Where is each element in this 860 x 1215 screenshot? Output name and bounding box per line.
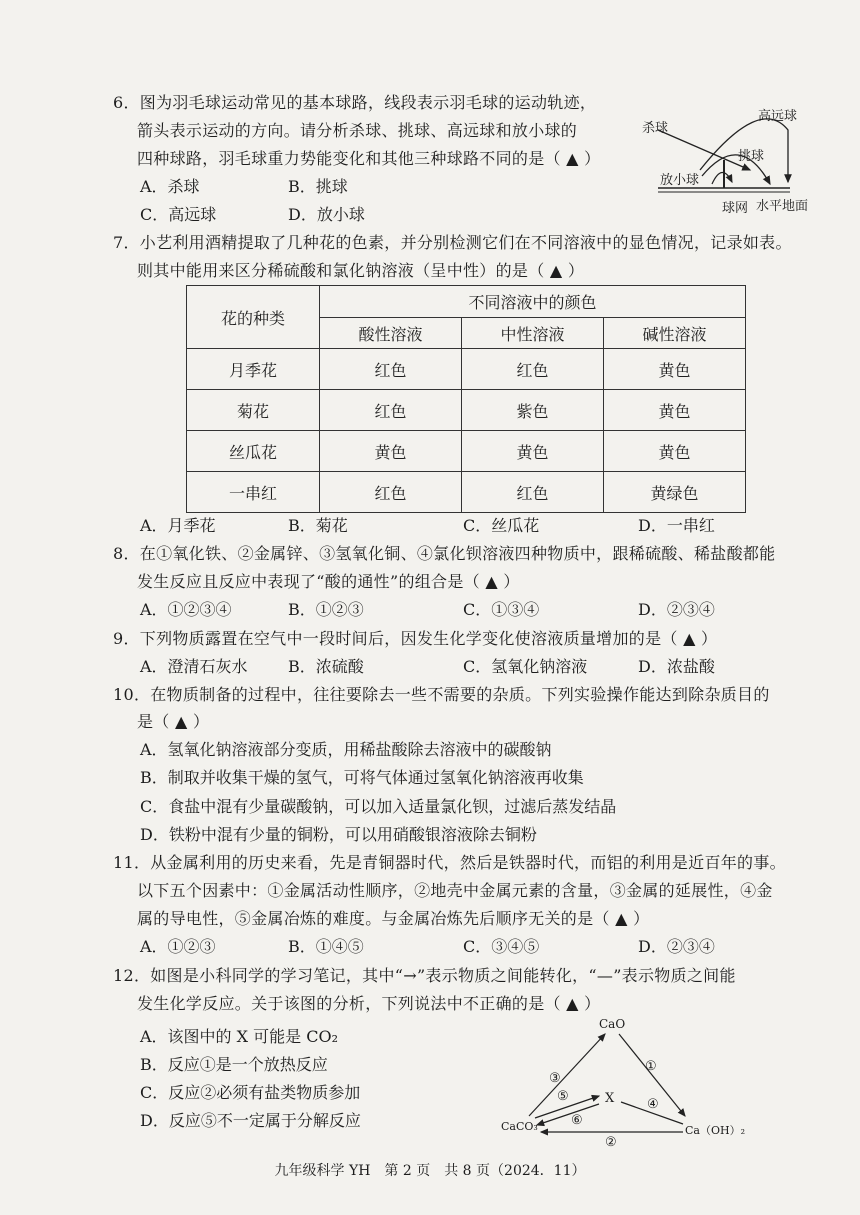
q11-option-c[interactable]: C．③④⑤ xyxy=(463,937,540,956)
label-r4: ④ xyxy=(647,1097,659,1112)
q6-option-c[interactable]: C．高远球 xyxy=(140,205,217,224)
row-name: 月季花 xyxy=(187,349,320,390)
column-header-acid: 酸性溶液 xyxy=(320,318,462,349)
calcium-conversion-diagram xyxy=(495,1012,775,1147)
cell: 黄色 xyxy=(320,431,462,472)
node-caoh2: Ca（OH）₂ xyxy=(685,1124,745,1137)
q6-stem-line3: 四种球路，羽毛球重力势能变化和其他三种球路不同的是（ ▲ ） xyxy=(137,149,601,168)
q8-option-a[interactable]: A．①②③④ xyxy=(140,600,232,619)
row-name: 一串红 xyxy=(187,472,320,513)
node-caco3: CaCO₃ xyxy=(501,1120,538,1133)
label-net: 球网 xyxy=(722,201,749,216)
q9-option-d[interactable]: D．浓盐酸 xyxy=(638,657,715,676)
q8-stem-line1: 8．在①氧化铁、②金属锌、③氢氧化铜、④氯化钡溶液四种物质中，跟稀硫酸、稀盐酸都能 xyxy=(113,544,776,563)
q10-option-c[interactable]: C．食盐中混有少量碳酸钠，可以加入适量氯化钡，过滤后蒸发结晶 xyxy=(140,797,617,816)
table-group-header: 不同溶液中的颜色 xyxy=(320,286,746,318)
q11-stem-line3: 属的导电性，⑤金属冶炼的难度。与金属冶炼先后顺序无关的是（ ▲ ） xyxy=(137,909,650,928)
q6-stem-line2: 箭头表示运动的方向。请分析杀球、挑球、高远球和放小球的 xyxy=(137,121,578,140)
label-r3: ③ xyxy=(549,1071,561,1086)
table-row xyxy=(187,472,746,513)
q11-option-b[interactable]: B．①④⑤ xyxy=(288,937,364,956)
q10-stem-line1: 10．在物质制备的过程中，往往要除去一些不需要的杂质。下列实验操作能达到除杂质目的 xyxy=(113,685,770,704)
label-smash: 杀球 xyxy=(642,121,669,136)
cell: 红色 xyxy=(320,349,462,390)
q9-option-b[interactable]: B．浓硫酸 xyxy=(288,657,364,676)
flower-color-table xyxy=(186,285,746,513)
q10-stem-line2: 是（ ▲ ） xyxy=(137,712,210,731)
cell: 红色 xyxy=(320,472,462,513)
q10-option-d[interactable]: D．铁粉中混有少量的铜粉，可以用硝酸银溶液除去铜粉 xyxy=(140,825,537,844)
q8-stem-line2: 发生反应且反应中表现了“酸的通性”的组合是（ ▲ ） xyxy=(137,572,520,591)
label-r5: ⑤ xyxy=(557,1089,569,1104)
q6-stem-line1: 6．图为羽毛球运动常见的基本球路，线段表示羽毛球的运动轨迹， xyxy=(113,93,597,112)
row-name: 菊花 xyxy=(187,390,320,431)
cell: 红色 xyxy=(462,349,604,390)
q10-option-a[interactable]: A．氢氧化钠溶液部分变质，用稀盐酸除去溶液中的碳酸钠 xyxy=(140,740,552,759)
cell: 红色 xyxy=(462,472,604,513)
q12-stem-line1: 12．如图是小科同学的学习笔记，其中“→”表示物质之间能转化，“—”表示物质之间能 xyxy=(113,966,736,985)
q6-option-a[interactable]: A．杀球 xyxy=(140,177,200,196)
cell: 黄色 xyxy=(462,431,604,472)
q7-option-d[interactable]: D．一串红 xyxy=(638,516,715,535)
q7-option-c[interactable]: C．丝瓜花 xyxy=(463,516,540,535)
column-header-base: 碱性溶液 xyxy=(604,318,746,349)
q7-stem-line1: 7．小艺利用酒精提取了几种花的色素，并分别检测它们在不同溶液中的显色情况，记录如表。 xyxy=(113,233,792,252)
label-r6: ⑥ xyxy=(571,1113,583,1128)
q8-option-d[interactable]: D．②③④ xyxy=(638,600,715,619)
cell: 黄色 xyxy=(604,431,746,472)
cell: 黄色 xyxy=(604,390,746,431)
q6-option-d[interactable]: D．放小球 xyxy=(288,205,365,224)
q12-option-c[interactable]: C．反应②必须有盐类物质参加 xyxy=(140,1083,361,1102)
cell: 红色 xyxy=(320,390,462,431)
q9-option-a[interactable]: A．澄清石灰水 xyxy=(140,657,248,676)
q11-stem-line2: 以下五个因素中：①金属活动性顺序，②地壳中金属元素的含量，③金属的延展性，④金 xyxy=(137,881,773,900)
q8-option-b[interactable]: B．①②③ xyxy=(288,600,364,619)
label-lift: 挑球 xyxy=(738,149,765,164)
node-x: X xyxy=(605,1091,615,1106)
q7-stem-line2: 则其中能用来区分稀硫酸和氯化钠溶液（呈中性）的是（ ▲ ） xyxy=(137,261,585,280)
table-corner-header: 花的种类 xyxy=(187,286,320,349)
q7-option-b[interactable]: B．菊花 xyxy=(288,516,348,535)
q10-option-b[interactable]: B．制取并收集干燥的氢气，可将气体通过氢氧化钠溶液再收集 xyxy=(140,768,584,787)
table-row xyxy=(187,431,746,472)
row-name: 丝瓜花 xyxy=(187,431,320,472)
q11-option-a[interactable]: A．①②③ xyxy=(140,937,216,956)
label-drop: 放小球 xyxy=(660,173,700,188)
q11-stem-line1: 11．从金属利用的历史来看，先是青铜器时代，然后是铁器时代，而铝的利用是近百年的事。 xyxy=(113,853,786,872)
q12-option-a[interactable]: A．该图中的 X 可能是 CO₂ xyxy=(140,1027,338,1046)
q9-option-c[interactable]: C．氢氧化钠溶液 xyxy=(463,657,588,676)
cell: 黄色 xyxy=(604,349,746,390)
q12-stem-line2: 发生化学反应。关于该图的分析，下列说法中不正确的是（ ▲ ） xyxy=(137,994,601,1013)
q12-option-b[interactable]: B．反应①是一个放热反应 xyxy=(140,1055,328,1074)
badminton-trajectory-figure xyxy=(640,100,820,220)
column-header-neutral: 中性溶液 xyxy=(462,318,604,349)
cell: 黄绿色 xyxy=(604,472,746,513)
label-clear: 高远球 xyxy=(758,109,798,124)
q11-option-d[interactable]: D．②③④ xyxy=(638,937,715,956)
q7-option-a[interactable]: A．月季花 xyxy=(140,516,216,535)
smash-path xyxy=(658,130,750,170)
table-row xyxy=(187,349,746,390)
label-ground: 水平地面 xyxy=(756,199,809,214)
table-row xyxy=(187,390,746,431)
q12-option-d[interactable]: D．反应⑤不一定属于分解反应 xyxy=(140,1111,361,1130)
node-cao: CaO xyxy=(599,1017,626,1031)
q9-stem-line1: 9．下列物质露置在空气中一段时间后，因发生化学变化使溶液质量增加的是（ ▲ ） xyxy=(113,629,718,648)
label-r1: ① xyxy=(645,1059,657,1074)
page-footer: 九年级科学 YH 第 2 页 共 8 页（2024．11） xyxy=(274,1163,586,1179)
label-r2: ② xyxy=(605,1135,617,1147)
q6-option-b[interactable]: B．挑球 xyxy=(288,177,348,196)
drop-path xyxy=(712,172,732,184)
q8-option-c[interactable]: C．①③④ xyxy=(463,600,540,619)
cell: 紫色 xyxy=(462,390,604,431)
